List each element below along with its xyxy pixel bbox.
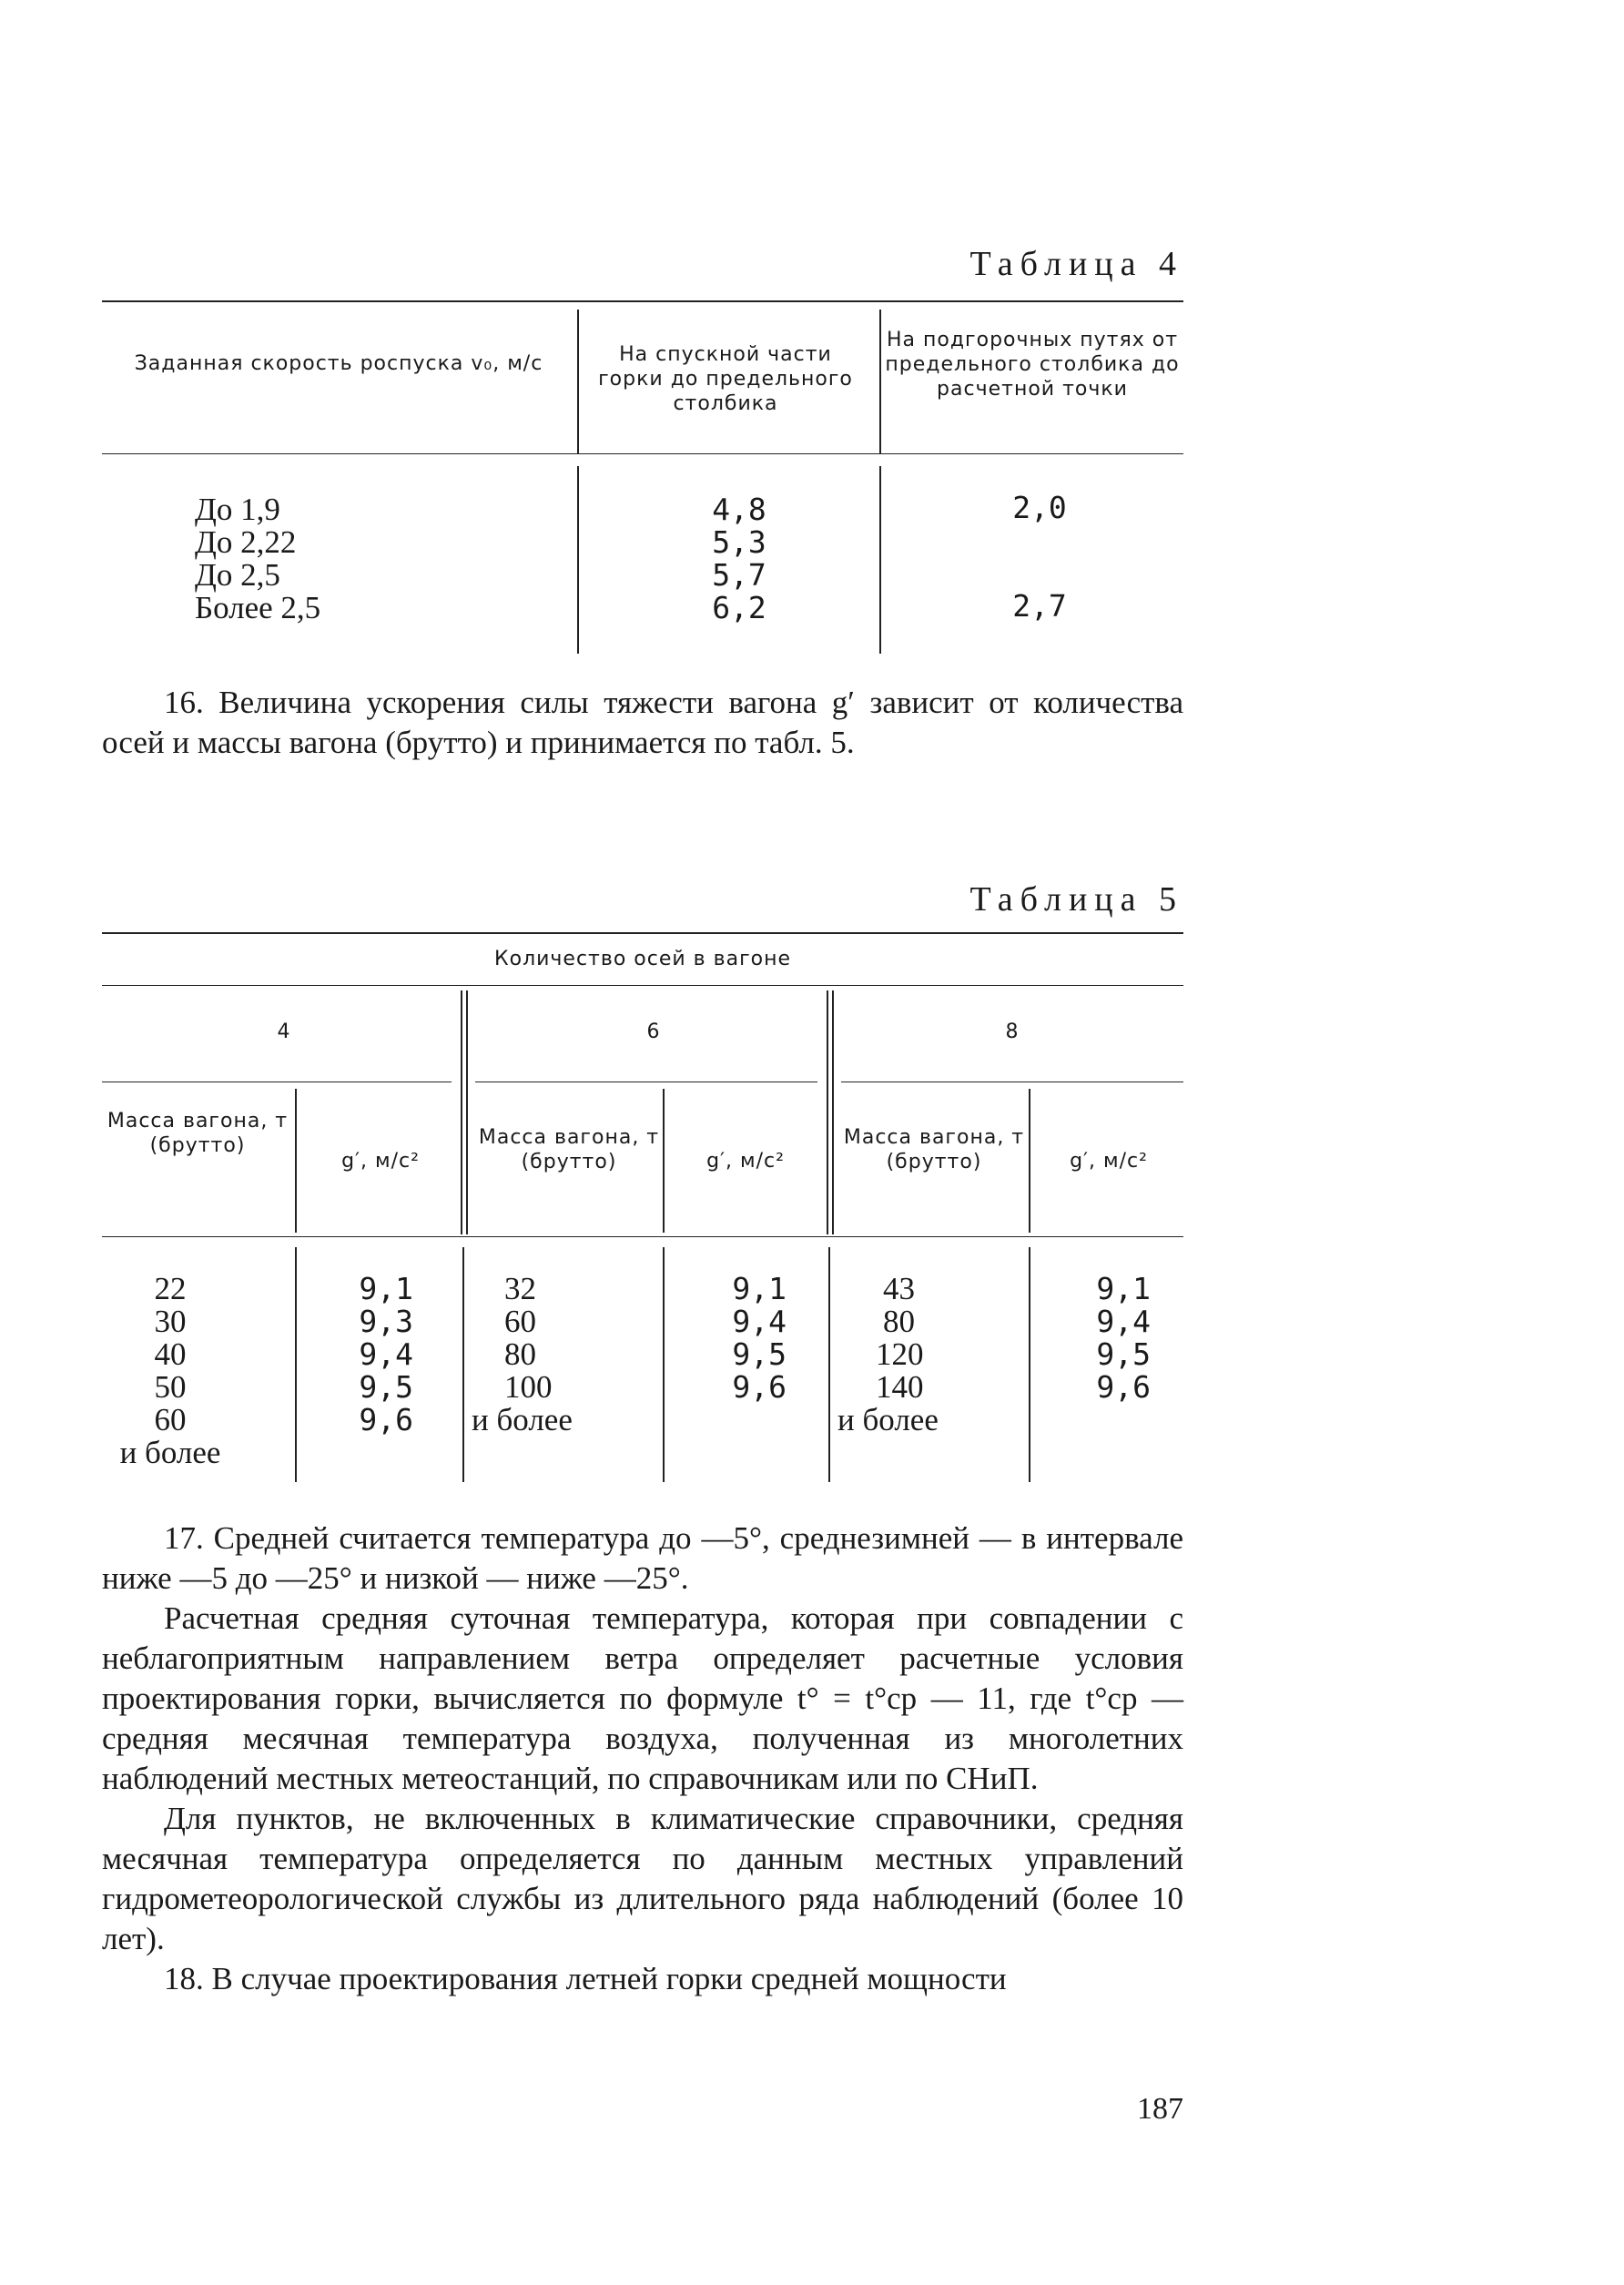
table5-cell: и более [472, 1402, 573, 1437]
table5-cell: 9,1 [732, 1271, 787, 1306]
paragraph-17-block [102, 1518, 1183, 1999]
table4-divider-1-head [577, 310, 579, 453]
table5-mass-header-6: Масса вагона, т (брутто) [478, 1126, 660, 1173]
table5-mass-header-8: Масса вагона, т (брутто) [843, 1126, 1025, 1173]
paragraph-16 [102, 683, 1183, 763]
table5-cell: и более [837, 1402, 939, 1437]
table4-speed-row: До 2,22 [195, 524, 297, 560]
paragraph-16-text: 16. Величина ускорения силы тяжести вагона g′ зависит от количества осей и массы вагона (брутто) и принимается по табл. 5. [102, 685, 1183, 760]
table5-cell: 40 [154, 1336, 187, 1372]
paragraph-17: 17. Средней считается температура до —5°, среднезимней — в интервале ниже —5 до —25° и низкой — ниже —25°. [102, 1520, 1183, 1596]
table4-speed-row: До 1,9 [195, 492, 280, 527]
table5-divider-b [827, 990, 828, 1234]
page-number: 187 [1137, 2092, 1183, 2126]
table5-cell: 9,6 [732, 1369, 787, 1405]
table4-col3-header: На подгорочных путях от предельного столбика до расчетной точки [885, 329, 1180, 401]
table5-g-header-6: g′, м/с² [706, 1150, 785, 1173]
table5-cell: 9,1 [1096, 1271, 1151, 1306]
table4-divider-2-head [879, 310, 881, 453]
table5-cell: 60 [154, 1402, 187, 1437]
table4-speed-row: Более 2,5 [195, 590, 321, 625]
table4-downhill-row: 5,7 [712, 557, 766, 593]
table4-downhill-row: 6,2 [712, 590, 766, 625]
table5-mass-col-8 [837, 1273, 1020, 1437]
table4-col1-header: Заданная скорость роспуска v₀, м/с [134, 352, 543, 375]
table4-divider-1 [577, 466, 579, 654]
table5-cell: 140 [876, 1369, 924, 1405]
table5-cell: и более [119, 1435, 221, 1470]
table5-cell: 120 [876, 1336, 924, 1372]
table4-speeds [195, 493, 468, 625]
table5-group-rule [102, 985, 1183, 986]
table5-cell: 9,3 [359, 1304, 413, 1339]
table5-cell: 9,5 [732, 1336, 787, 1372]
table5-cell: 80 [883, 1304, 915, 1339]
table5-body-divider-2 [462, 1247, 464, 1482]
table5-body-divider-3 [663, 1247, 665, 1482]
paragraph-17c: Для пунктов, не включенных в климатические справочники, средняя месячная температура определяется по данным местных управлений гидрометеорологической службы из длительного ряда наблюдений (более 10 лет). [102, 1801, 1183, 1956]
table4-downhill [666, 493, 812, 625]
table4-top-rule [102, 300, 1183, 302]
table4-speed-row: До 2,5 [195, 557, 280, 593]
table5-body-divider-1 [295, 1247, 297, 1482]
table5-top-rule [102, 932, 1183, 934]
table5-cell: 9,5 [1096, 1336, 1151, 1372]
table5-group-header: Количество осей в вагоне [493, 948, 792, 970]
table5-header-rule [102, 1236, 1183, 1237]
table5-mass-col-4 [102, 1273, 239, 1469]
table5-sub-divider-6 [663, 1089, 665, 1233]
paragraph-18: 18. В случае проектирования летней горки средней мощности [164, 1961, 1007, 1996]
table5-cell: 43 [883, 1271, 915, 1306]
table4-divider-2 [879, 466, 881, 654]
paragraph-17b: Расчетная средняя суточная температура, которая при совпадении с неблагоприятным направлением ветра определяет расчетные условия проектирования горки, вычисляется по формуле t° = t°ср — 11, где t°ср — средняя месячная температура воздуха, полученная из многолетних наблюдений местных метеостанций, по справочникам или по СНиП. [102, 1600, 1183, 1796]
table5-cell: 9,4 [1096, 1304, 1151, 1339]
table5-g-col-4 [302, 1273, 413, 1437]
table5-cell: 9,4 [359, 1336, 413, 1372]
table5-cell: 9,1 [359, 1271, 413, 1306]
table5-mass-header-4: Масса вагона, т (брутто) [107, 1110, 289, 1157]
table4-tracks-bottom: 2,7 [1012, 588, 1067, 624]
table5-cell: 32 [504, 1271, 536, 1306]
table5-sub-divider-4 [295, 1089, 297, 1233]
table5-sub-divider-8 [1029, 1089, 1030, 1233]
table5-axles-6: 6 [646, 1021, 661, 1043]
table4-col2-header: На спускной части горки до предельного столбика [598, 343, 853, 415]
table5-g-col-6 [685, 1273, 787, 1404]
table5-cell: 9,4 [732, 1304, 787, 1339]
table4-caption: Таблица 4 [969, 245, 1183, 283]
table5-cell: 22 [154, 1271, 187, 1306]
table5-divider-b2 [832, 990, 834, 1234]
table5-g-col-8 [1049, 1273, 1151, 1404]
table5-body-divider-4 [828, 1247, 830, 1482]
table4-tracks-top: 2,0 [1012, 490, 1067, 525]
table5-g-header-8: g′, м/с² [1070, 1150, 1148, 1173]
table4-downhill-row: 4,8 [712, 492, 766, 527]
table5-cell: 9,6 [359, 1402, 413, 1437]
table5-body-divider-5 [1029, 1247, 1030, 1482]
table5-g-header-4: g′, м/с² [341, 1150, 420, 1173]
table5-cell: 9,5 [359, 1369, 413, 1405]
table5-mass-col-6 [472, 1273, 654, 1437]
table5-caption: Таблица 5 [969, 880, 1183, 919]
table5-divider-a2 [466, 990, 468, 1234]
table5-cell: 9,6 [1096, 1369, 1151, 1405]
table5-axles-4: 4 [277, 1021, 291, 1043]
table5-cell: 50 [154, 1369, 187, 1405]
table5-axles-8: 8 [1005, 1021, 1020, 1043]
table5-cell: 60 [504, 1304, 536, 1339]
table5-cell: 80 [504, 1336, 536, 1372]
table5-cell: 100 [504, 1369, 553, 1405]
table5-divider-a [461, 990, 462, 1234]
table4-header-rule [102, 453, 1183, 454]
table5-cell: 30 [154, 1304, 187, 1339]
table4-downhill-row: 5,3 [712, 524, 766, 560]
